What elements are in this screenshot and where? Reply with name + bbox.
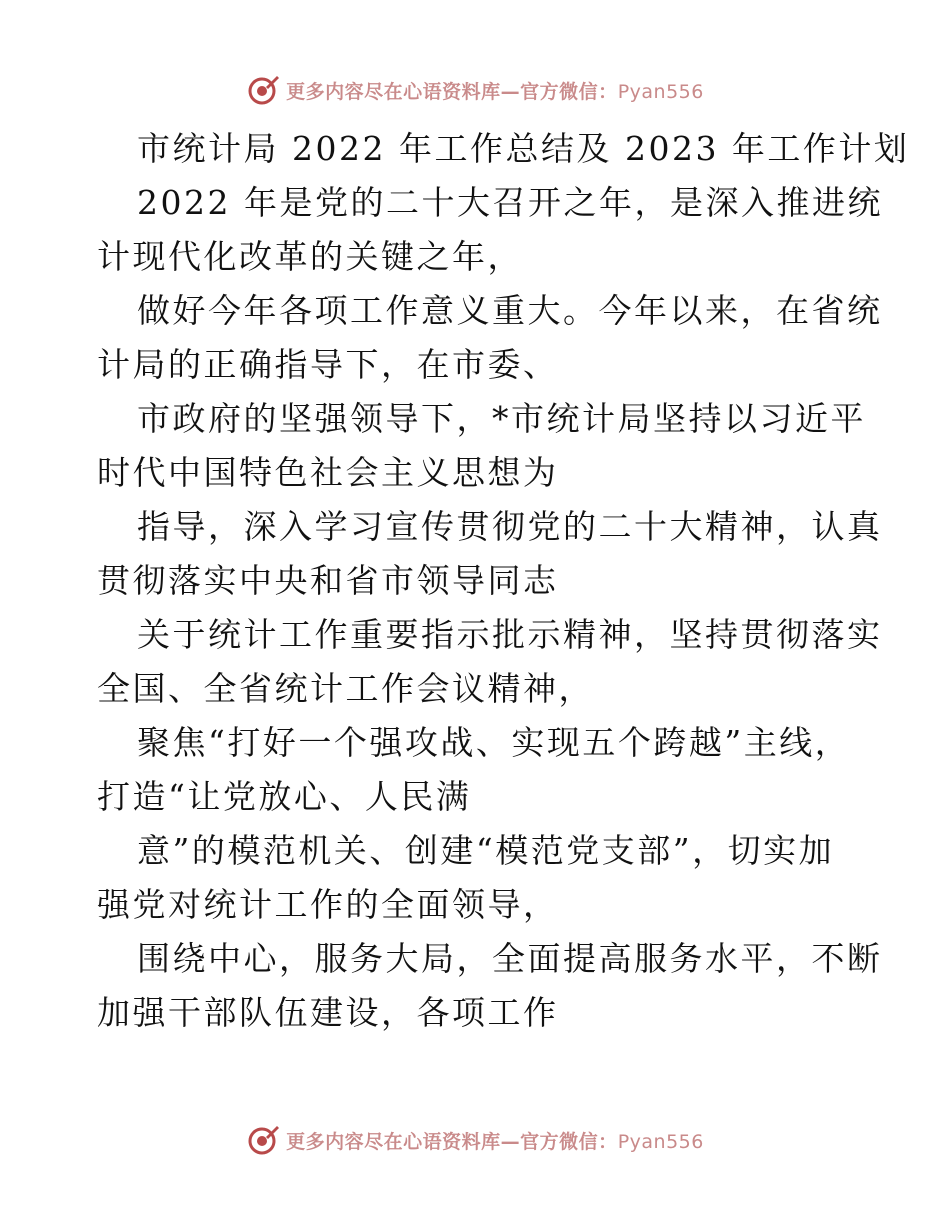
watermark-text [286,1127,704,1154]
paragraph-line: 全国、全省统计工作会议精神， [97,669,594,708]
paragraph-line: 计现代化改革的关键之年， [97,237,523,276]
paragraph-line: 贯彻落实中央和省市领导同志 [97,561,559,600]
paragraph-7 [97,824,857,932]
paragraph-8 [97,932,883,1040]
paragraph-4 [97,500,883,608]
header-watermark [0,70,950,110]
paragraph-3 [97,392,866,500]
paragraph-line: 关于统计工作重要指示批示精神，坚持贯彻落实 [137,615,883,654]
paragraph-1 [97,176,883,284]
watermark-separator: —官方微信： [500,1130,618,1153]
pen-logo-icon [246,73,280,107]
watermark-account: Pyan556 [617,80,704,103]
paragraph-line: 计局的正确指导下，在市委、 [97,345,559,384]
paragraph-line: 打造“让党放心、人民满 [97,777,472,816]
watermark-library-name: 更多内容尽在心语资料库 [286,80,501,103]
paragraph-line: 聚焦“打好一个强攻战、实现五个跨越”主线， [137,723,851,762]
paragraph-line: 加强干部队伍建设，各项工作 [97,993,559,1032]
paragraph-line: 强党对统计工作的全面领导， [97,885,559,924]
watermark-separator: —官方微信： [500,80,618,103]
footer-watermark [0,1120,950,1160]
pen-logo-icon [246,1123,280,1157]
paragraph-5 [97,608,883,716]
paragraph-line: 2022 年是党的二十大召开之年，是深入推进统 [137,183,883,222]
paragraph-line: 意”的模范机关、创建“模范党支部”，切实加 [137,831,835,870]
paragraph-line: 时代中国特色社会主义思想为 [97,453,559,492]
paragraph-line: 做好今年各项工作意义重大。今年以来，在省统 [137,291,883,330]
document-body [97,122,910,1040]
paragraph-line: 围绕中心，服务大局，全面提高服务水平，不断 [137,939,883,978]
watermark-text [286,77,704,104]
document-title: 市统计局 2022 年工作总结及 2023 年工作计划 [137,129,910,168]
paragraph-2 [97,284,883,392]
paragraph-6 [97,716,857,824]
watermark-account: Pyan556 [617,1130,704,1153]
paragraph-line: 指导，深入学习宣传贯彻党的二十大精神，认真 [137,507,883,546]
watermark-library-name: 更多内容尽在心语资料库 [286,1130,501,1153]
paragraph-line: 市政府的坚强领导下，*市统计局坚持以习近平 [137,399,866,438]
